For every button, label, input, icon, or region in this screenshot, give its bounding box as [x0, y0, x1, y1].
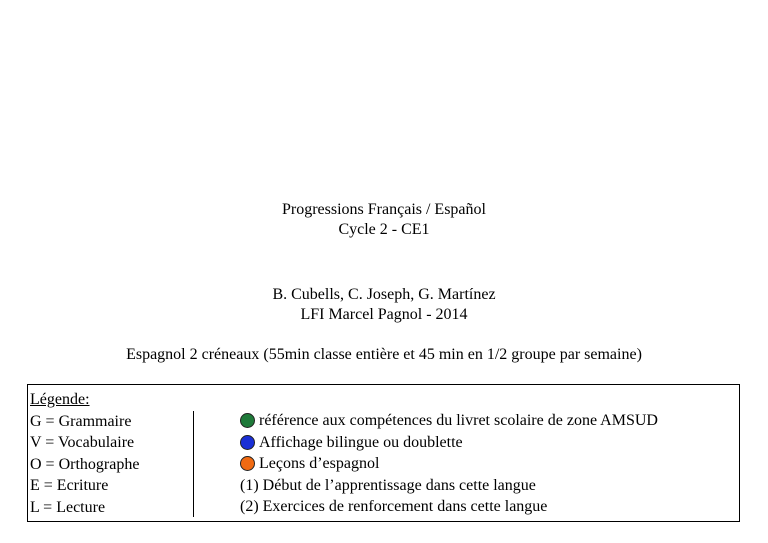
legend-note-2: (2) Exercices de renforcement dans cette langue	[240, 498, 548, 515]
legend-symbol-bilingue	[240, 432, 658, 454]
blue-dot-icon	[240, 435, 255, 450]
legend-abbrev-ecriture: E = Ecriture	[30, 477, 109, 494]
document-title	[0, 200, 768, 240]
legend-symbol-amsud-label: référence aux compétences du livret scolaire de zone AMSUD	[259, 412, 658, 429]
legend-note-1: (1) Début de l’apprentissage dans cette langue	[240, 476, 536, 494]
legend-abbrev-vocabulaire: V = Vocabulaire	[30, 434, 135, 451]
legend-title: Légende:	[30, 391, 90, 408]
legend-symbol-lecons	[240, 453, 658, 475]
title-line-1: Progressions Français / Español	[282, 201, 486, 218]
legend-abbrev-lecture: L = Lecture	[30, 498, 106, 516]
legend-box	[27, 384, 740, 522]
title-line-2: Cycle 2 - CE1	[338, 221, 430, 238]
schedule-note: Espagnol 2 créneaux (55min classe entière et 45 min en 1/2 groupe par semaine)	[126, 346, 642, 363]
legend-abbreviations	[30, 389, 139, 518]
school: LFI Marcel Pagnol - 2014	[300, 306, 468, 323]
legend-symbol-amsud	[240, 410, 658, 432]
legend-symbol-bilingue-label: Affichage bilingue ou doublette	[259, 433, 463, 451]
legend-symbol-lecons-label: Leçons d’espagnol	[259, 455, 380, 472]
orange-dot-icon	[240, 456, 255, 471]
authors: B. Cubells, C. Joseph, G. Martínez	[272, 286, 496, 303]
legend-divider	[193, 411, 194, 517]
green-dot-icon	[240, 413, 255, 428]
legend-symbols	[240, 410, 658, 518]
legend-abbrev-orthographe: O = Orthographe	[30, 455, 140, 473]
legend-abbrev-grammaire: G = Grammaire	[30, 412, 132, 430]
authors-block	[0, 285, 768, 325]
